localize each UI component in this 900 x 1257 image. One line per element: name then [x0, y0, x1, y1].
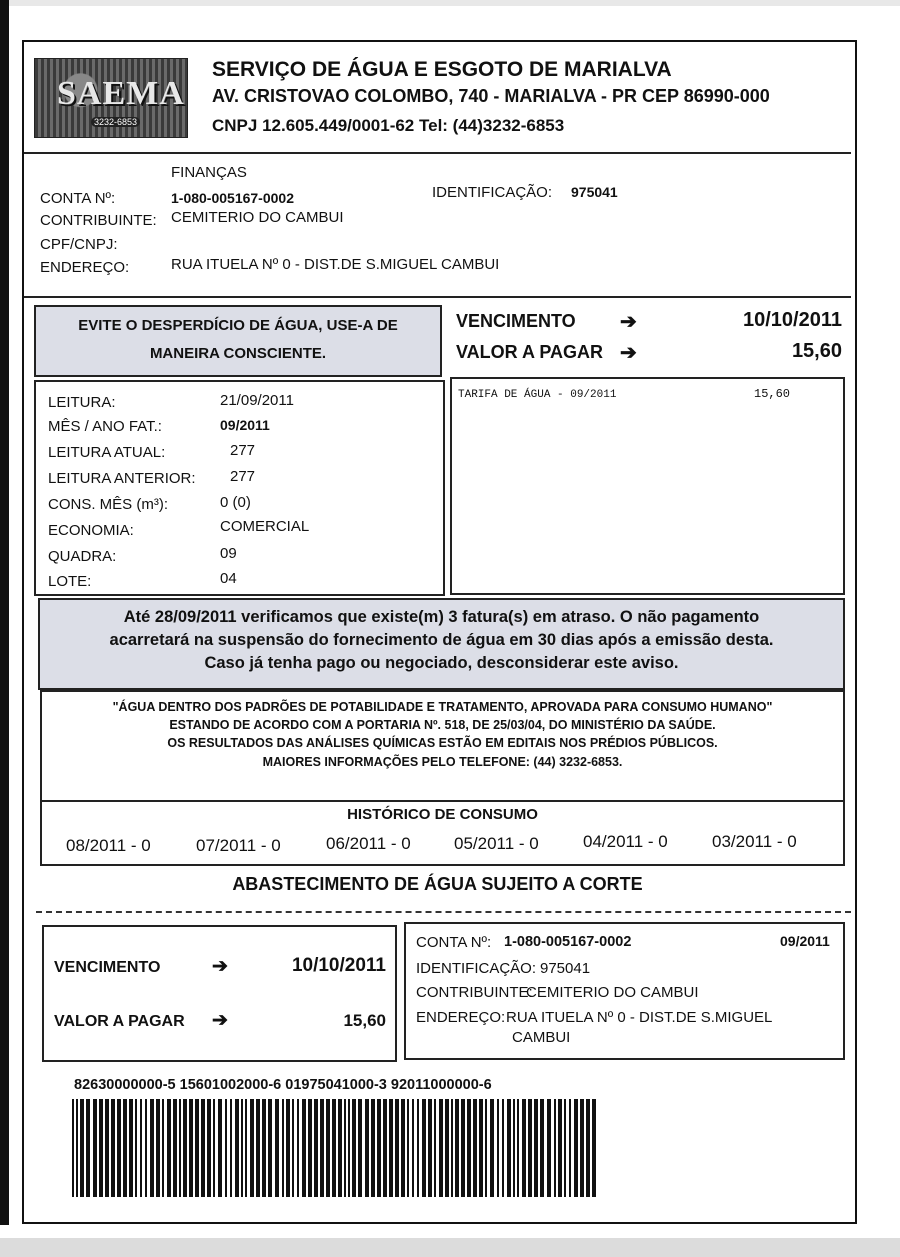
barcode-bar: [479, 1099, 483, 1197]
logo-phone: 3232-6853: [91, 117, 140, 127]
divider: [24, 296, 851, 298]
cut-line: [36, 911, 851, 913]
history-item: 03/2011 - 0: [712, 832, 797, 851]
stub-identificacao-label: IDENTIFICAÇÃO:: [416, 960, 537, 977]
reading-value: 09/2011: [220, 417, 270, 433]
notice-line-2: MANEIRA CONSCIENTE.: [149, 345, 327, 362]
company-address: AV. CRISTOVAO COLOMBO, 740 - MARIALVA - PR CEP 86990-000: [212, 86, 770, 106]
barcode: [72, 1099, 596, 1197]
arrow-icon: ➔: [212, 1010, 228, 1031]
history-item: 08/2011 - 0: [66, 836, 151, 855]
barcode-bar: [547, 1099, 551, 1197]
barcode-bar: [282, 1099, 284, 1197]
barcode-bar: [574, 1099, 578, 1197]
barcode-bar: [395, 1099, 399, 1197]
barcode-bar: [256, 1099, 260, 1197]
cpf-label: CPF/CNPJ:: [40, 236, 118, 253]
contribuinte-value: CEMITERIO DO CAMBUI: [171, 209, 344, 226]
barcode-bar: [558, 1099, 562, 1197]
barcode-bar: [320, 1099, 324, 1197]
barcode-bar: [528, 1099, 532, 1197]
reading-label: LEITURA ATUAL:: [48, 444, 166, 461]
barcode-bar: [302, 1099, 306, 1197]
barcode-bar: [140, 1099, 142, 1197]
quality-line-1: "ÁGUA DENTRO DOS PADRÕES DE POTABILIDADE E TRATAMENTO, APROVADA PARA CONSUMO HUMANO": [112, 700, 773, 714]
history-title: HISTÓRICO DE CONSUMO: [347, 806, 538, 823]
conta-label: CONTA Nº:: [40, 190, 116, 207]
barcode-bar: [250, 1099, 254, 1197]
barcode-bar: [502, 1099, 504, 1197]
barcode-bar: [268, 1099, 272, 1197]
history-item: 05/2011 - 0: [454, 834, 539, 853]
barcode-bar: [344, 1099, 346, 1197]
barcode-bar: [389, 1099, 393, 1197]
barcode-bar: [201, 1099, 205, 1197]
barcode-bar: [241, 1099, 243, 1197]
barcode-bar: [297, 1099, 299, 1197]
barcode-bar: [377, 1099, 381, 1197]
stub-conta-value: 1-080-005167-0002: [504, 934, 632, 950]
barcode-bar: [230, 1099, 232, 1197]
barcode-bar: [76, 1099, 78, 1197]
identificacao-label: IDENTIFICAÇÃO:: [432, 184, 553, 201]
scan-edge-left: [0, 0, 9, 1225]
barcode-bar: [173, 1099, 177, 1197]
barcode-bar: [580, 1099, 584, 1197]
scan-edge-top: [0, 0, 900, 6]
barcode-bar: [338, 1099, 342, 1197]
barcode-bar: [461, 1099, 465, 1197]
barcode-bar: [86, 1099, 90, 1197]
barcode-bar: [286, 1099, 290, 1197]
stub-valor-label: VALOR A PAGAR: [54, 1013, 185, 1030]
scan-edge-bottom: [0, 1238, 900, 1257]
barcode-bar: [117, 1099, 121, 1197]
barcode-bar: [275, 1099, 279, 1197]
barcode-bar: [490, 1099, 494, 1197]
barcode-bar: [308, 1099, 312, 1197]
barcode-bar: [195, 1099, 199, 1197]
barcode-bar: [467, 1099, 471, 1197]
barcode-bar: [123, 1099, 127, 1197]
valor-label: VALOR A PAGAR: [456, 342, 603, 362]
barcode-bar: [445, 1099, 449, 1197]
reading-label: LEITURA:: [48, 394, 116, 411]
barcode-bar: [554, 1099, 556, 1197]
conta-value: 1-080-005167-0002: [171, 190, 294, 206]
reading-label: QUADRA:: [48, 548, 117, 565]
barcode-bar: [485, 1099, 487, 1197]
barcode-bar: [145, 1099, 147, 1197]
charges-box: [450, 377, 845, 595]
barcode-bar: [262, 1099, 266, 1197]
stub-endereco-value-2: CAMBUI: [512, 1029, 571, 1046]
barcode-bar: [592, 1099, 596, 1197]
barcode-bar: [135, 1099, 137, 1197]
barcode-bar: [422, 1099, 426, 1197]
barcode-bar: [213, 1099, 215, 1197]
barcode-bar: [99, 1099, 103, 1197]
barcode-bar: [207, 1099, 211, 1197]
cut-warning: ABASTECIMENTO DE ÁGUA SUJEITO A CORTE: [232, 874, 643, 894]
barcode-bar: [534, 1099, 538, 1197]
divider: [24, 152, 851, 154]
notice-line-1: EVITE O DESPERDÍCIO DE ÁGUA, USE-A DE: [78, 317, 398, 334]
stub-vencimento-value: 10/10/2011: [291, 955, 386, 976]
barcode-bar: [245, 1099, 247, 1197]
barcode-bar: [93, 1099, 97, 1197]
history-item: 07/2011 - 0: [196, 836, 281, 855]
barcode-bar: [326, 1099, 330, 1197]
barcode-bar: [455, 1099, 459, 1197]
barcode-bar: [162, 1099, 164, 1197]
barcode-bar: [348, 1099, 350, 1197]
barcode-bar: [352, 1099, 356, 1197]
history-item: 04/2011 - 0: [583, 832, 668, 851]
barcode-bar: [332, 1099, 336, 1197]
reading-value: 04: [220, 570, 237, 587]
barcode-bar: [156, 1099, 160, 1197]
barcode-bar: [439, 1099, 443, 1197]
barcode-bar: [507, 1099, 511, 1197]
barcode-bar: [564, 1099, 566, 1197]
barcode-bar: [569, 1099, 571, 1197]
vencimento-value: 10/10/2011: [743, 309, 842, 331]
notice-box: [34, 305, 442, 377]
reading-label: LEITURA ANTERIOR:: [48, 470, 196, 487]
logo-text: SAEMA: [57, 75, 185, 112]
barcode-bar: [371, 1099, 375, 1197]
valor-value: 15,60: [791, 340, 842, 362]
barcode-bar: [111, 1099, 115, 1197]
barcode-bar: [517, 1099, 519, 1197]
company-cnpj-tel: CNPJ 12.605.449/0001-62 Tel: (44)3232-6853: [212, 116, 565, 135]
stub-due-box: [42, 925, 397, 1062]
barcode-bar: [522, 1099, 526, 1197]
barcode-bar: [417, 1099, 419, 1197]
overdue-line-2: acarretará na suspensão do fornecimento de água em 30 dias após a emissão desta.: [109, 631, 774, 649]
barcode-bar: [412, 1099, 414, 1197]
barcode-bar: [365, 1099, 369, 1197]
overdue-line-1: Até 28/09/2011 verificamos que existe(m) 3 fatura(s) em atraso. O não pagamento: [123, 608, 760, 626]
reading-value: 277: [230, 442, 256, 459]
reading-box: [34, 380, 445, 596]
stub-vencimento-label: VENCIMENTO: [54, 959, 161, 976]
history-box: [40, 800, 845, 866]
barcode-bar: [383, 1099, 387, 1197]
overdue-line-3: Caso já tenha pago ou negociado, desconsiderar este aviso.: [204, 654, 679, 672]
reading-label: CONS. MÊS (m³):: [48, 496, 168, 513]
reading-value: 0 (0): [220, 494, 251, 511]
reading-value: 277: [230, 468, 256, 485]
vencimento-label: VENCIMENTO: [456, 311, 576, 331]
endereco-value: RUA ITUELA Nº 0 - DIST.DE S.MIGUEL CAMBUI: [171, 256, 500, 273]
stub-conta-label: CONTA Nº:: [416, 934, 492, 951]
stub-ref-month: 09/2011: [780, 933, 830, 949]
barcode-bar: [314, 1099, 318, 1197]
barcode-bar: [513, 1099, 515, 1197]
saema-logo: [34, 58, 188, 138]
barcode-bar: [235, 1099, 239, 1197]
department-label: FINANÇAS: [171, 164, 247, 181]
endereco-label: ENDEREÇO:: [40, 259, 130, 276]
history-item: 06/2011 - 0: [326, 834, 411, 853]
reading-label: ECONOMIA:: [48, 522, 134, 539]
barcode-bar: [129, 1099, 133, 1197]
barcode-bar: [407, 1099, 409, 1197]
barcode-bar: [167, 1099, 171, 1197]
quality-line-2: ESTANDO DE ACORDO COM A PORTARIA Nº. 518, DE 25/03/04, DO MINISTÉRIO DA SAÚDE.: [169, 718, 716, 732]
barcode-bar: [189, 1099, 193, 1197]
barcode-bar: [225, 1099, 227, 1197]
barcode-bar: [72, 1099, 74, 1197]
barcode-bar: [497, 1099, 499, 1197]
stub-endereco-label: ENDEREÇO:: [416, 1009, 506, 1026]
barcode-bar: [540, 1099, 544, 1197]
reading-value: COMERCIAL: [220, 518, 310, 535]
arrow-icon: ➔: [212, 956, 228, 977]
stub-identificacao-value: 975041: [540, 960, 591, 977]
barcode-bar: [473, 1099, 477, 1197]
quality-line-3: OS RESULTADOS DAS ANÁLISES QUÍMICAS ESTÃO EM EDITAIS NOS PRÉDIOS PÚBLICOS.: [167, 736, 718, 750]
barcode-bar: [586, 1099, 590, 1197]
stub-contribuinte-value: CEMITERIO DO CAMBUI: [526, 984, 699, 1001]
barcode-bar: [150, 1099, 154, 1197]
charge-description: TARIFA DE ÁGUA - 09/2011: [458, 389, 617, 401]
arrow-icon: ➔: [620, 342, 637, 364]
identificacao-value: 975041: [571, 184, 618, 200]
barcode-bar: [218, 1099, 222, 1197]
barcode-bar: [179, 1099, 181, 1197]
barcode-bar: [434, 1099, 436, 1197]
reading-value: 21/09/2011: [220, 392, 294, 409]
stub-valor-value: 15,60: [343, 1011, 386, 1030]
barcode-bar: [358, 1099, 362, 1197]
arrow-icon: ➔: [620, 311, 637, 333]
stub-contribuinte-label: CONTRIBUINTE:: [416, 984, 533, 1001]
barcode-bar: [105, 1099, 109, 1197]
barcode-bar: [292, 1099, 294, 1197]
charge-amount: 15,60: [754, 387, 791, 401]
company-title: SERVIÇO DE ÁGUA E ESGOTO DE MARIALVA: [212, 58, 672, 81]
barcode-digits: 82630000000-5 15601002000-6 01975041000-3 92011000000-6: [74, 1077, 492, 1093]
reading-label: LOTE:: [48, 573, 92, 590]
stub-account-box: [404, 922, 845, 1060]
reading-value: 09: [220, 545, 237, 562]
barcode-bar: [80, 1099, 84, 1197]
reading-label: MÊS / ANO FAT.:: [48, 418, 162, 435]
quality-notice: [40, 690, 845, 802]
contribuinte-label: CONTRIBUINTE:: [40, 212, 157, 229]
barcode-bar: [451, 1099, 453, 1197]
barcode-bar: [183, 1099, 187, 1197]
barcode-bar: [428, 1099, 432, 1197]
overdue-warning: [38, 598, 845, 690]
quality-line-4: MAIORES INFORMAÇÕES PELO TELEFONE: (44) 3232-6853.: [262, 755, 623, 769]
stub-endereco-value-1: RUA ITUELA Nº 0 - DIST.DE S.MIGUEL: [506, 1009, 773, 1026]
barcode-bar: [401, 1099, 405, 1197]
